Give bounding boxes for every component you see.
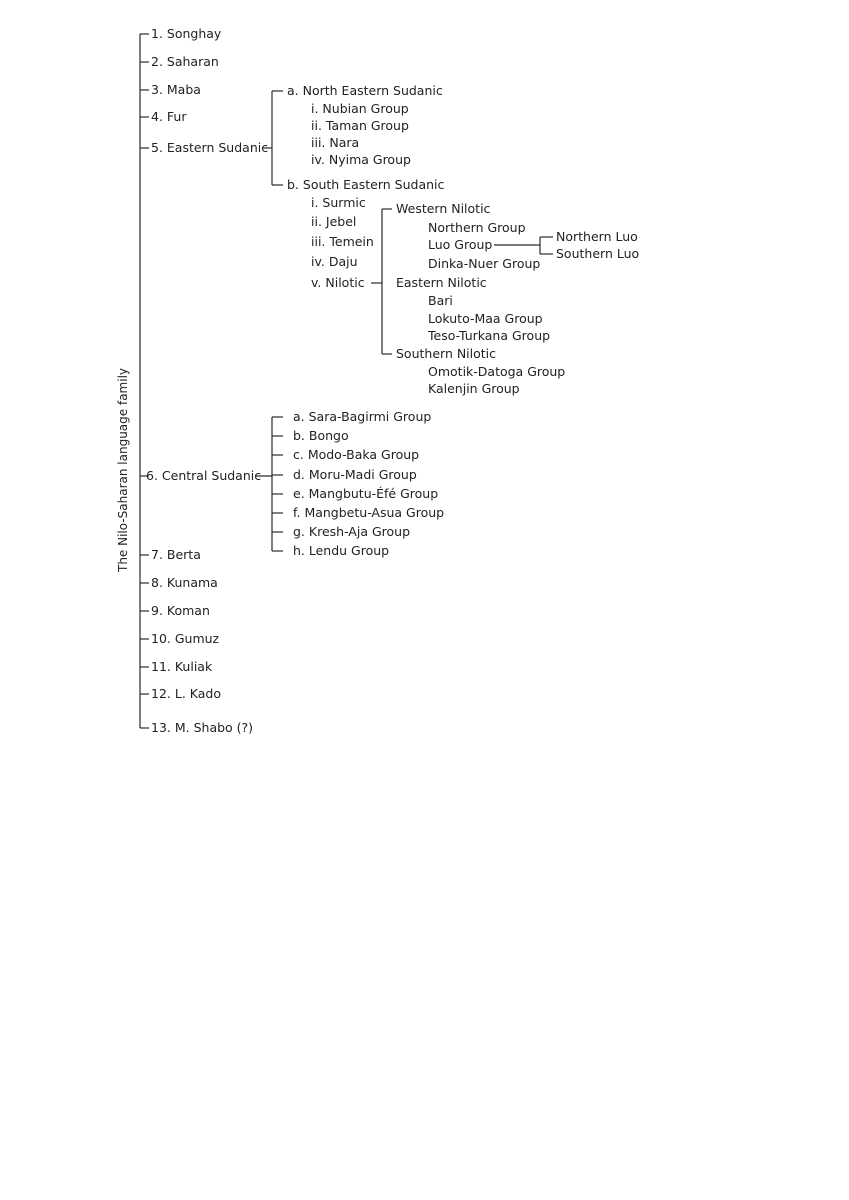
lendu-group: h. Lendu Group <box>293 543 390 558</box>
kresh-aja-group: g. Kresh-Aja Group <box>293 524 411 539</box>
family-label-koman: 9. Koman <box>151 603 210 618</box>
family-label-l-kado: 12. L. Kado <box>151 686 221 701</box>
family-label-saharan: 2. Saharan <box>151 54 219 69</box>
luo-group: Luo Group <box>428 237 493 252</box>
omotik-datoga-group: Omotik-Datoga Group <box>428 364 566 379</box>
southern-luo: Southern Luo <box>556 246 640 261</box>
surmic: i. Surmic <box>311 195 366 210</box>
family-label-kuliak: 11. Kuliak <box>151 659 213 674</box>
family-label-kunama: 8. Kunama <box>151 575 218 590</box>
family-label-songhay: 1. Songhay <box>151 26 222 41</box>
temein: iii. Temein <box>311 234 374 249</box>
family-label-eastern-sudanic: 5. Eastern Sudanic <box>151 140 269 155</box>
sara-bagirmi-group: a. Sara-Bagirmi Group <box>293 409 432 424</box>
daju: iv. Daju <box>311 254 358 269</box>
northern-group: Northern Group <box>428 220 526 235</box>
modo-baka-group: c. Modo-Baka Group <box>293 447 420 462</box>
south-eastern-sudanic-label: b. South Eastern Sudanic <box>287 177 445 192</box>
teso-turkana-group: Teso-Turkana Group <box>428 328 551 343</box>
family-label-gumuz: 10. Gumuz <box>151 631 220 646</box>
mangbetu-asua-group: f. Mangbetu-Asua Group <box>293 505 445 520</box>
nara: iii. Nara <box>311 135 360 150</box>
western-nilotic-label: Western Nilotic <box>396 201 491 216</box>
nubian-group: i. Nubian Group <box>311 101 409 116</box>
taman-group: ii. Taman Group <box>311 118 409 133</box>
moru-madi-group: d. Moru-Madi Group <box>293 467 417 482</box>
lokuto-maa-group: Lokuto-Maa Group <box>428 311 543 326</box>
dinka-nuer-group: Dinka-Nuer Group <box>428 256 541 271</box>
root-title: The Nilo-Saharan language family <box>116 367 130 573</box>
bari: Bari <box>428 293 453 308</box>
kalenjin-group: Kalenjin Group <box>428 381 520 396</box>
family-label-berta: 7. Berta <box>151 547 201 562</box>
northern-luo: Northern Luo <box>556 229 638 244</box>
family-label-central-sudanic: 6. Central Sudanic <box>146 468 262 483</box>
eastern-nilotic-label: Eastern Nilotic <box>396 275 487 290</box>
bongo: b. Bongo <box>293 428 349 443</box>
mangbutu-efe-group: e. Mangbutu-Éfé Group <box>293 486 439 501</box>
southern-nilotic-label: Southern Nilotic <box>396 346 497 361</box>
nyima-group: iv. Nyima Group <box>311 152 411 167</box>
nilotic: v. Nilotic <box>311 275 365 290</box>
family-label-maba: 3. Maba <box>151 82 201 97</box>
north-eastern-sudanic-label: a. North Eastern Sudanic <box>287 83 443 98</box>
family-label-m-shabo: 13. M. Shabo (?) <box>151 720 254 735</box>
family-label-fur: 4. Fur <box>151 109 187 124</box>
jebel: ii. Jebel <box>311 214 357 229</box>
